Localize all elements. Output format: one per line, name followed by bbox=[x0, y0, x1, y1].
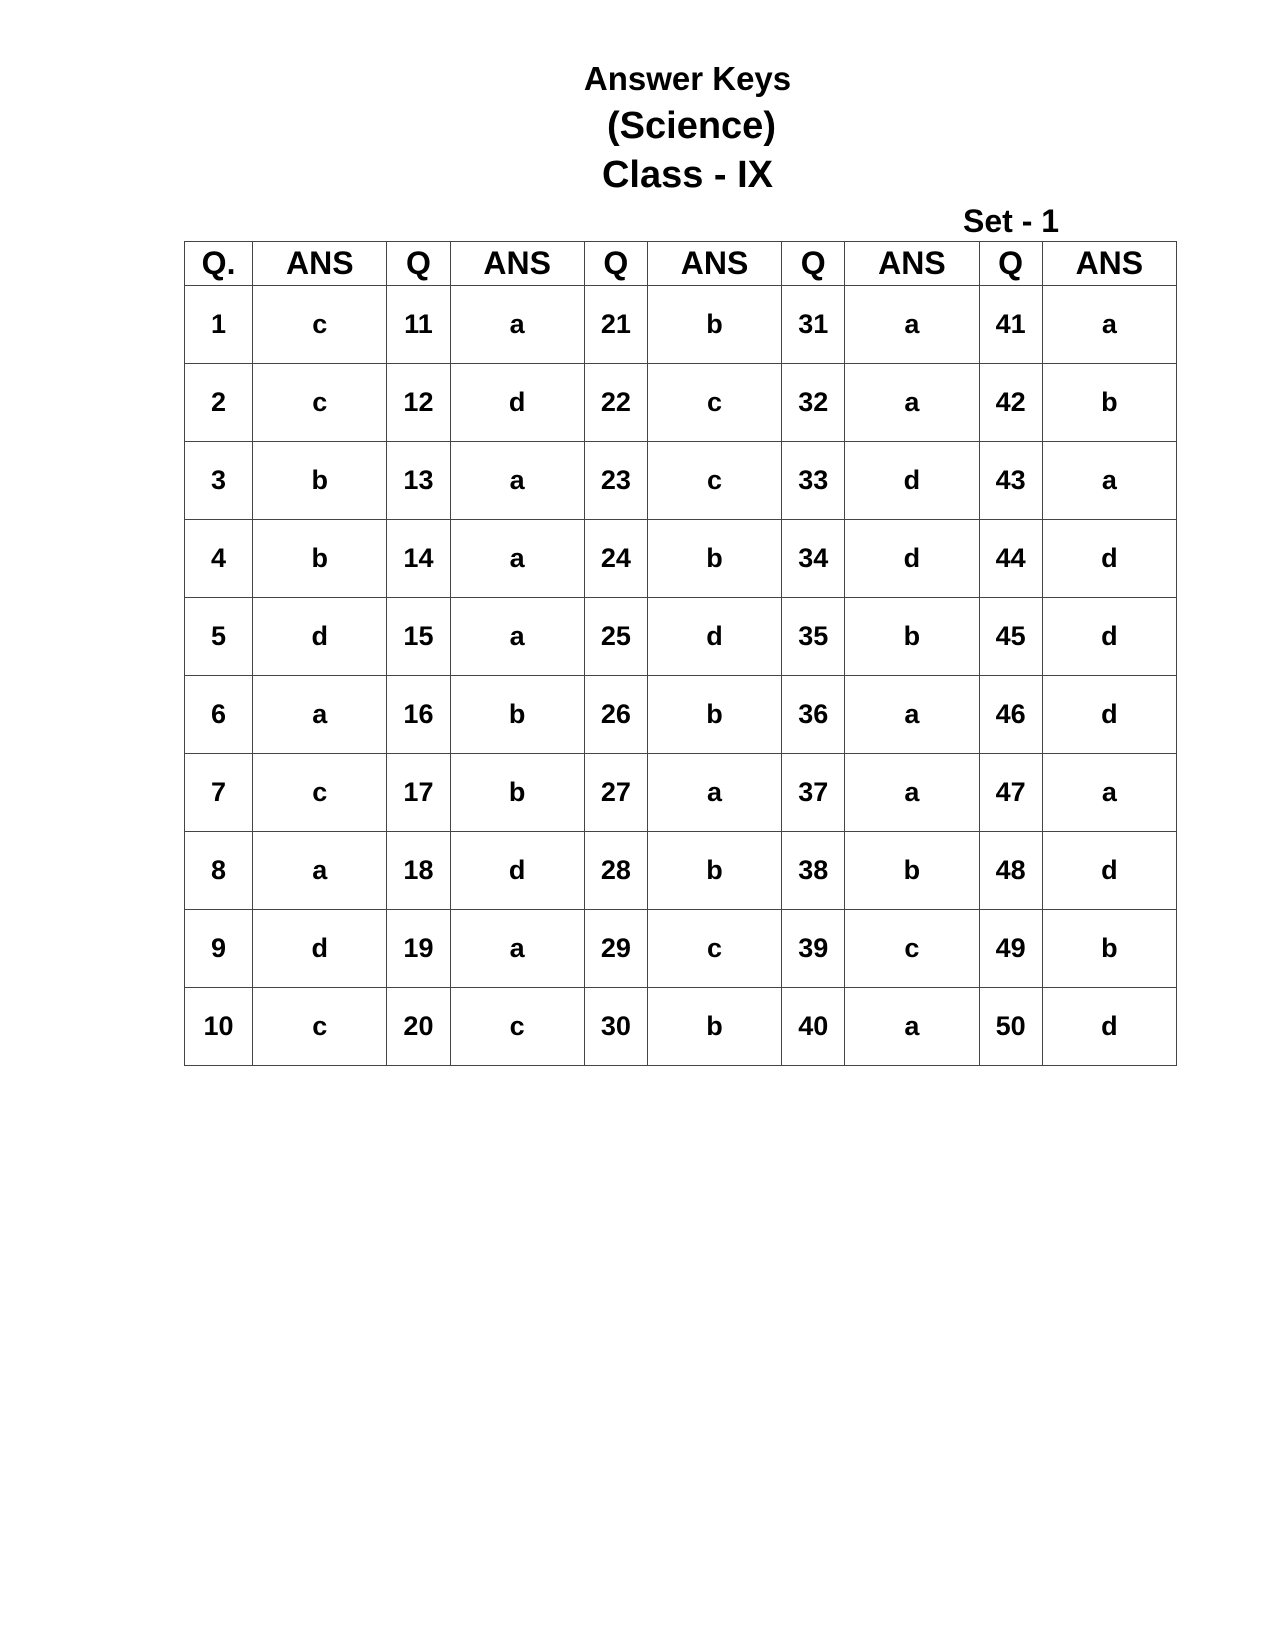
answer-cell: b bbox=[647, 832, 781, 910]
question-number-cell: 11 bbox=[387, 286, 450, 364]
question-number-cell: 3 bbox=[185, 442, 253, 520]
question-number-cell: 1 bbox=[185, 286, 253, 364]
answer-cell: a bbox=[845, 988, 979, 1066]
table-row bbox=[185, 286, 1177, 364]
table-row bbox=[185, 754, 1177, 832]
table-row bbox=[185, 520, 1177, 598]
answer-cell: c bbox=[253, 754, 387, 832]
answer-cell: a bbox=[845, 364, 979, 442]
question-number-cell: 40 bbox=[782, 988, 845, 1066]
answer-cell: c bbox=[647, 364, 781, 442]
answer-cell: c bbox=[253, 988, 387, 1066]
set-label: Set - 1 bbox=[963, 203, 1060, 239]
answer-cell: c bbox=[253, 364, 387, 442]
question-number-cell: 42 bbox=[979, 364, 1042, 442]
answer-cell: b bbox=[253, 520, 387, 598]
table-row bbox=[185, 988, 1177, 1066]
answer-cell: b bbox=[845, 598, 979, 676]
answer-cell: a bbox=[450, 598, 584, 676]
question-number-cell: 37 bbox=[782, 754, 845, 832]
answer-cell: d bbox=[450, 364, 584, 442]
answer-cell: a bbox=[450, 442, 584, 520]
question-number-cell: 13 bbox=[387, 442, 450, 520]
question-number-cell: 18 bbox=[387, 832, 450, 910]
question-number-cell: 34 bbox=[782, 520, 845, 598]
header-answer: ANS bbox=[1042, 242, 1176, 286]
question-number-cell: 36 bbox=[782, 676, 845, 754]
question-number-cell: 46 bbox=[979, 676, 1042, 754]
table-row bbox=[185, 910, 1177, 988]
question-number-cell: 39 bbox=[782, 910, 845, 988]
answer-key-table bbox=[184, 241, 1177, 1066]
answer-cell: a bbox=[1042, 286, 1176, 364]
header-question: Q bbox=[979, 242, 1042, 286]
answer-cell: d bbox=[1042, 520, 1176, 598]
question-number-cell: 25 bbox=[584, 598, 647, 676]
answer-cell: b bbox=[1042, 910, 1176, 988]
question-number-cell: 21 bbox=[584, 286, 647, 364]
question-number-cell: 28 bbox=[584, 832, 647, 910]
answer-cell: b bbox=[647, 676, 781, 754]
header-answer: ANS bbox=[450, 242, 584, 286]
answer-cell: b bbox=[1042, 364, 1176, 442]
question-number-cell: 50 bbox=[979, 988, 1042, 1066]
answer-cell: d bbox=[845, 520, 979, 598]
question-number-cell: 19 bbox=[387, 910, 450, 988]
answer-cell: a bbox=[845, 754, 979, 832]
question-number-cell: 29 bbox=[584, 910, 647, 988]
answer-cell: d bbox=[1042, 988, 1176, 1066]
question-number-cell: 32 bbox=[782, 364, 845, 442]
answer-cell: a bbox=[845, 676, 979, 754]
answer-cell: a bbox=[450, 910, 584, 988]
question-number-cell: 2 bbox=[185, 364, 253, 442]
answer-cell: d bbox=[1042, 676, 1176, 754]
answer-cell: d bbox=[253, 598, 387, 676]
header-answer: ANS bbox=[647, 242, 781, 286]
answer-cell: a bbox=[1042, 442, 1176, 520]
answer-cell: b bbox=[450, 676, 584, 754]
question-number-cell: 8 bbox=[185, 832, 253, 910]
answer-cell: d bbox=[253, 910, 387, 988]
answer-cell: b bbox=[647, 520, 781, 598]
question-number-cell: 7 bbox=[185, 754, 253, 832]
class-heading: Class - IX bbox=[601, 154, 774, 196]
question-number-cell: 45 bbox=[979, 598, 1042, 676]
answer-cell: a bbox=[253, 676, 387, 754]
question-number-cell: 48 bbox=[979, 832, 1042, 910]
question-number-cell: 41 bbox=[979, 286, 1042, 364]
table-header-row bbox=[185, 242, 1177, 286]
question-number-cell: 31 bbox=[782, 286, 845, 364]
question-number-cell: 15 bbox=[387, 598, 450, 676]
question-number-cell: 30 bbox=[584, 988, 647, 1066]
header-question: Q. bbox=[185, 242, 253, 286]
header-question: Q bbox=[782, 242, 845, 286]
answer-cell: d bbox=[1042, 832, 1176, 910]
question-number-cell: 16 bbox=[387, 676, 450, 754]
question-number-cell: 9 bbox=[185, 910, 253, 988]
answer-cell: b bbox=[450, 754, 584, 832]
question-number-cell: 27 bbox=[584, 754, 647, 832]
question-number-cell: 24 bbox=[584, 520, 647, 598]
answer-cell: d bbox=[845, 442, 979, 520]
question-number-cell: 5 bbox=[185, 598, 253, 676]
header-question: Q bbox=[584, 242, 647, 286]
table-row bbox=[185, 364, 1177, 442]
answer-cell: d bbox=[647, 598, 781, 676]
question-number-cell: 22 bbox=[584, 364, 647, 442]
question-number-cell: 44 bbox=[979, 520, 1042, 598]
question-number-cell: 43 bbox=[979, 442, 1042, 520]
table-row bbox=[185, 598, 1177, 676]
header-answer: ANS bbox=[845, 242, 979, 286]
answer-cell: b bbox=[647, 988, 781, 1066]
subject-heading: (Science) bbox=[607, 105, 776, 147]
answer-cell: a bbox=[647, 754, 781, 832]
table-row bbox=[185, 442, 1177, 520]
question-number-cell: 20 bbox=[387, 988, 450, 1066]
answer-cell: d bbox=[1042, 598, 1176, 676]
answer-cell: c bbox=[647, 910, 781, 988]
answer-cell: a bbox=[450, 286, 584, 364]
answer-cell: c bbox=[253, 286, 387, 364]
question-number-cell: 33 bbox=[782, 442, 845, 520]
question-number-cell: 23 bbox=[584, 442, 647, 520]
question-number-cell: 26 bbox=[584, 676, 647, 754]
answer-cell: a bbox=[450, 520, 584, 598]
question-number-cell: 12 bbox=[387, 364, 450, 442]
header-answer: ANS bbox=[253, 242, 387, 286]
answer-cell: c bbox=[647, 442, 781, 520]
answer-cell: c bbox=[450, 988, 584, 1066]
question-number-cell: 47 bbox=[979, 754, 1042, 832]
answer-cell: a bbox=[253, 832, 387, 910]
answer-cell: b bbox=[253, 442, 387, 520]
answer-cell: a bbox=[845, 286, 979, 364]
table-row bbox=[185, 676, 1177, 754]
answer-cell: d bbox=[450, 832, 584, 910]
question-number-cell: 6 bbox=[185, 676, 253, 754]
question-number-cell: 38 bbox=[782, 832, 845, 910]
question-number-cell: 49 bbox=[979, 910, 1042, 988]
table-body bbox=[185, 286, 1177, 1066]
question-number-cell: 10 bbox=[185, 988, 253, 1066]
header-question: Q bbox=[387, 242, 450, 286]
answer-cell: c bbox=[845, 910, 979, 988]
question-number-cell: 35 bbox=[782, 598, 845, 676]
page-title: Answer Keys bbox=[583, 60, 792, 97]
question-number-cell: 14 bbox=[387, 520, 450, 598]
answer-cell: a bbox=[1042, 754, 1176, 832]
question-number-cell: 4 bbox=[185, 520, 253, 598]
answer-cell: b bbox=[647, 286, 781, 364]
question-number-cell: 17 bbox=[387, 754, 450, 832]
answer-cell: b bbox=[845, 832, 979, 910]
table-row bbox=[185, 832, 1177, 910]
